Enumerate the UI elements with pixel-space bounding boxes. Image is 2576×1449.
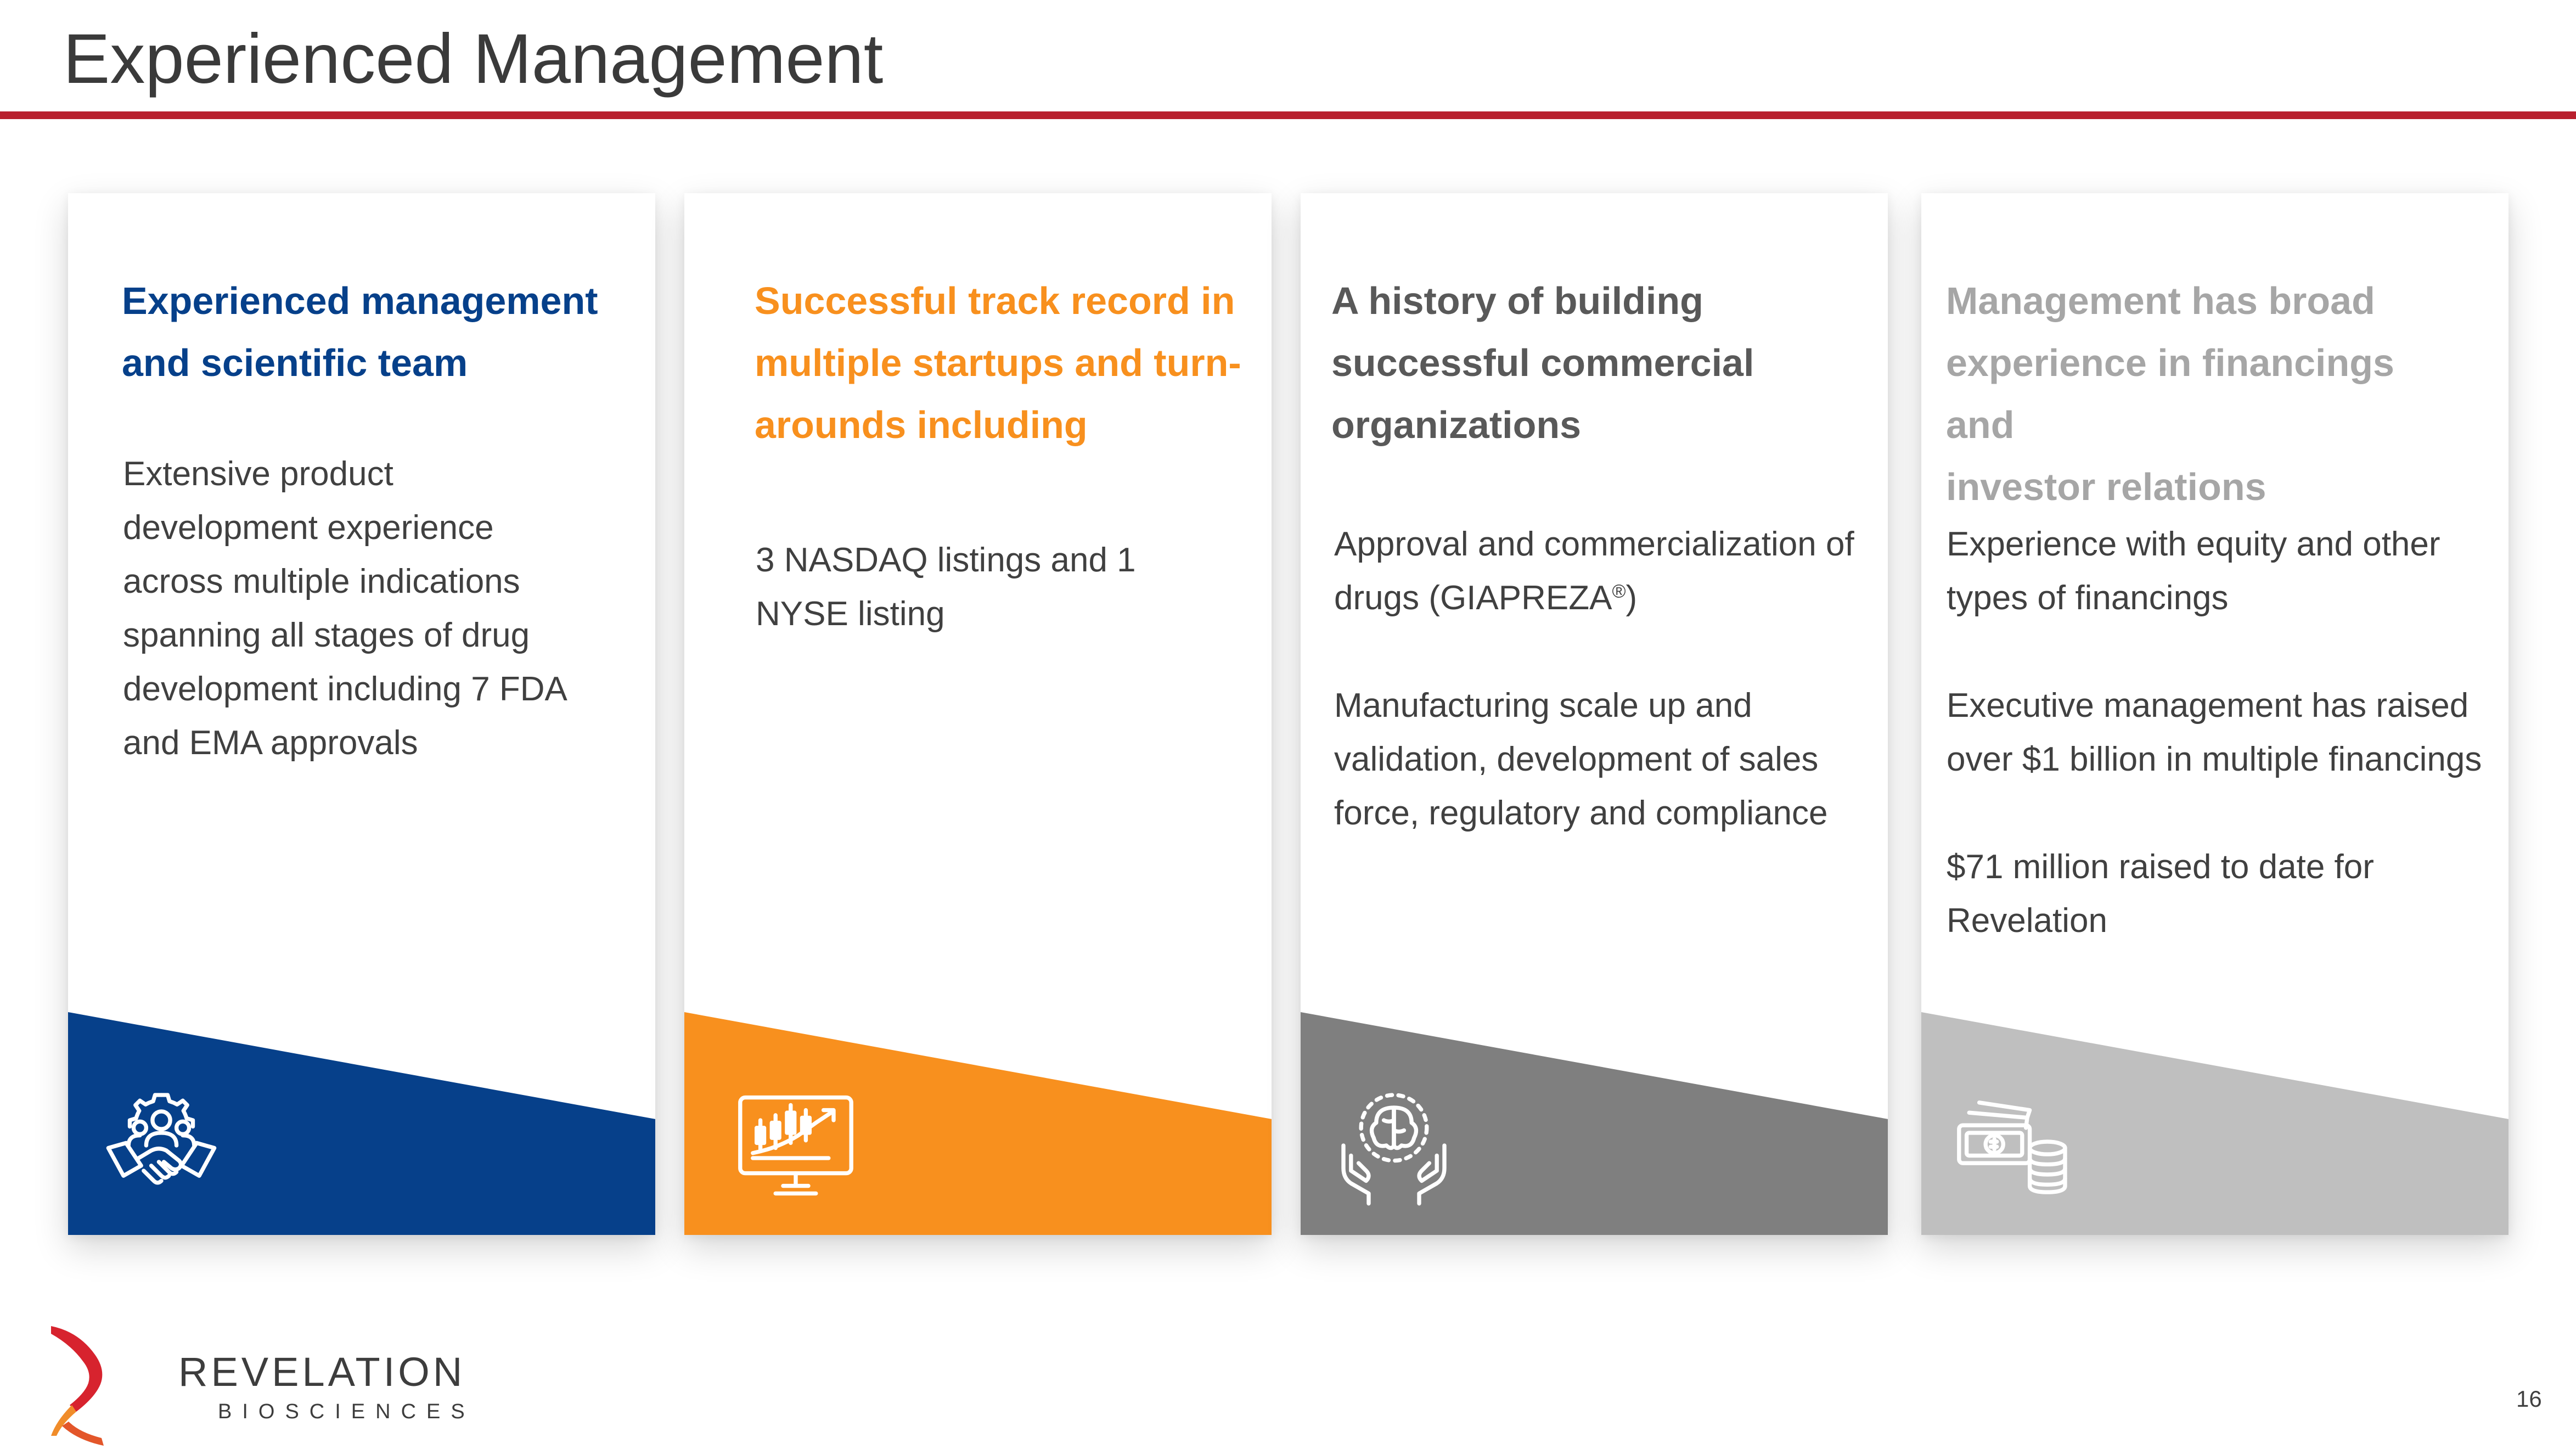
brain-hands-icon [1331,1082,1457,1209]
card-body: 3 NASDAQ listings and 1 NYSE listing [756,541,1136,633]
card-track-record [684,193,1272,1235]
card-heading: Successful track record in multiple startups and turn- arounds including [755,279,1241,446]
company-logo [47,1317,475,1449]
card-heading: Experienced management and scientific team [122,279,598,384]
logo-subtitle: BIOSCIENCES [218,1400,475,1423]
slide-title: Experienced Management [63,20,884,98]
card-body: Approval and commercialization of drugs (GIAPREZA®) Manufacturing scale up and validation, development of sales force, regulatory and compliance [1334,525,1854,832]
title-divider [0,111,2576,119]
card-heading: Management has broad experience in financings and investor relations [1946,279,2394,508]
card-management-team [68,193,655,1235]
revelation-logo-mark [47,1317,118,1449]
card-heading: A history of building successful commercial organizations [1331,279,1754,446]
card-commercial-organizations [1301,193,1888,1235]
card-financings [1921,193,2508,1235]
page-number: 16 [2516,1386,2542,1412]
card-body: Extensive product development experience across multiple indications spanning all stages of drug development including 7 FDA and EMA approvals [123,455,566,762]
money-coins-icon [1951,1082,2078,1209]
team-handshake-gear-icon [98,1082,224,1209]
card-body: Experience with equity and other types of financings Executive management has raised over $1 billion in multiple financings $71 million raised to date for Revelation [1947,525,2482,940]
logo-name: REVELATION [178,1349,466,1395]
stock-chart-monitor-icon [733,1082,859,1209]
